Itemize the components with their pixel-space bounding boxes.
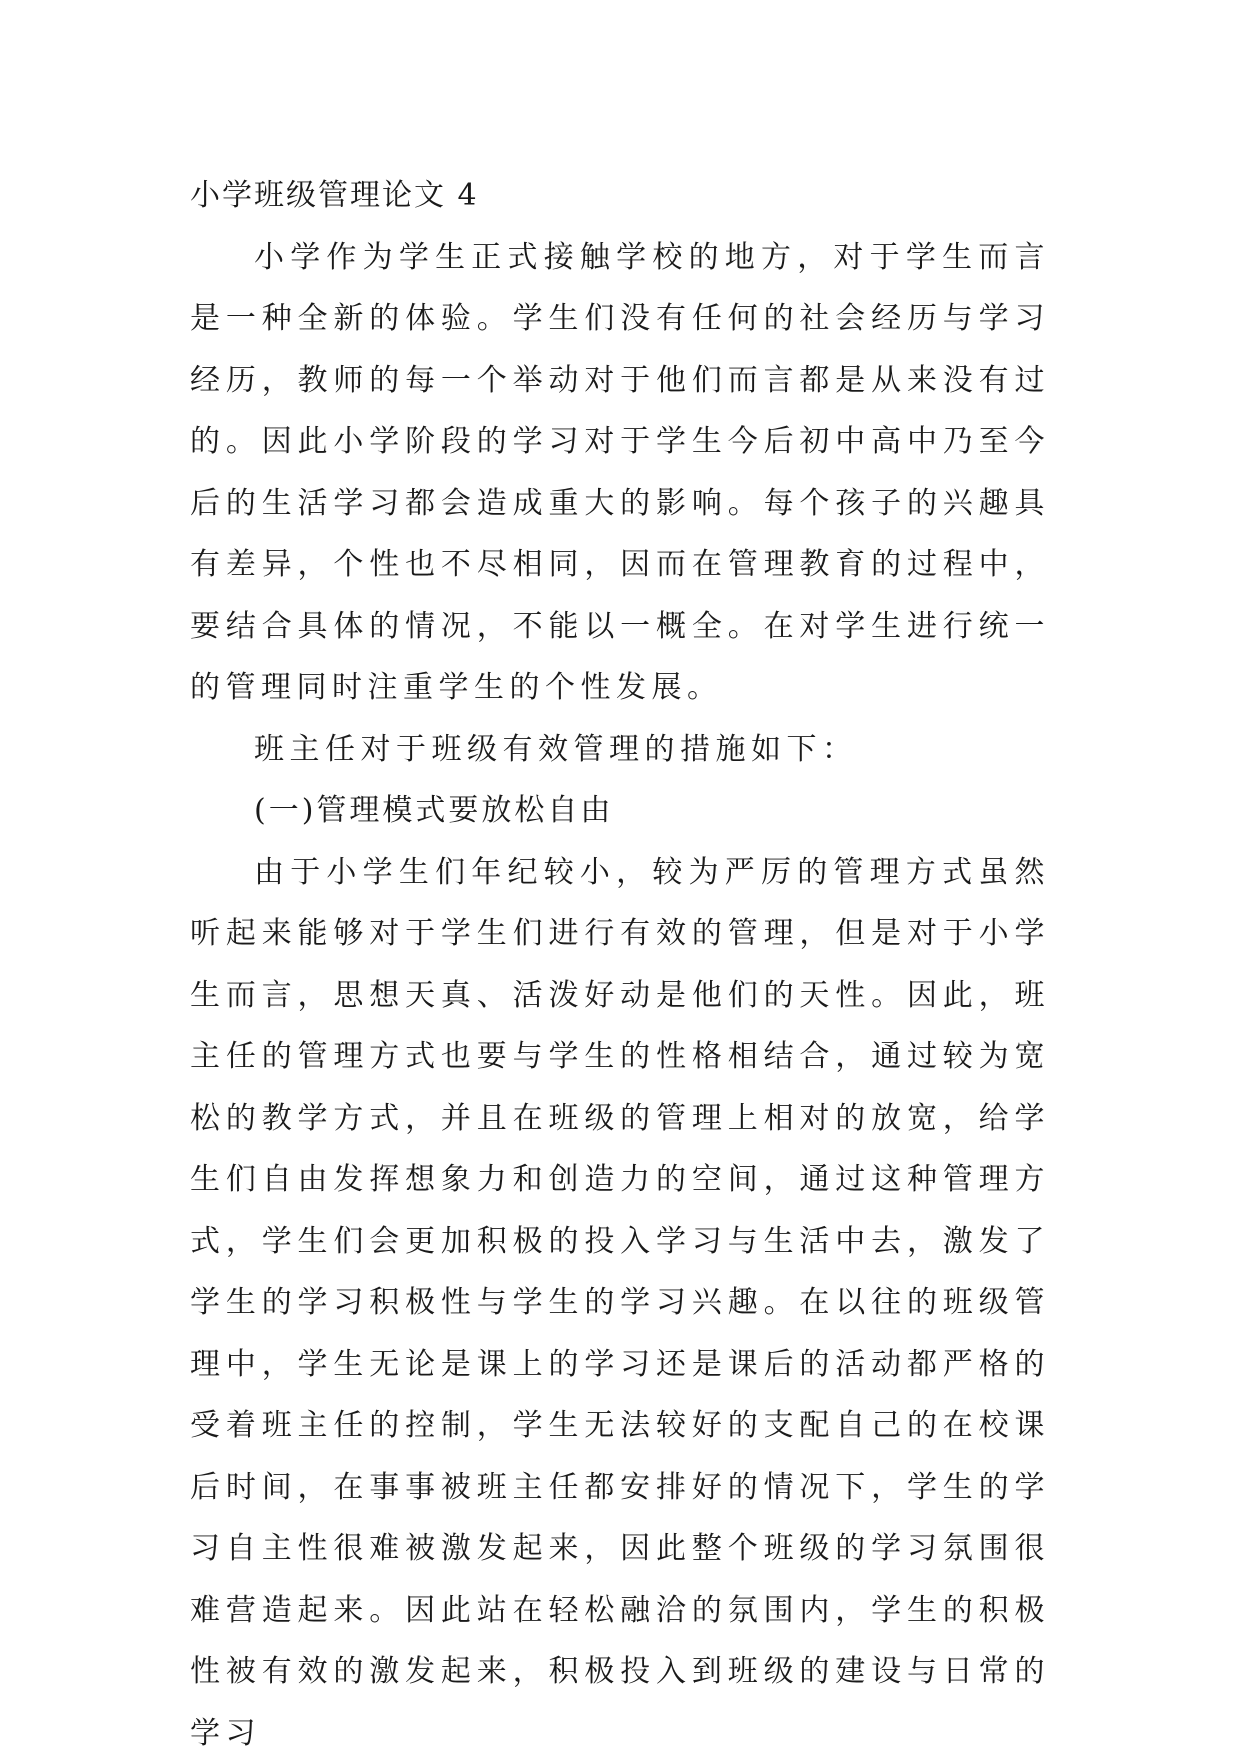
document-title: 小学班级管理论文 4	[190, 165, 1050, 227]
document-body	[190, 165, 1050, 1764]
section-paragraph: 由于小学生们年纪较小，较为严厉的管理方式虽然听起来能够对于学生们进行有效的管理，但是对于小学生而言，思想天真、活泼好动是他们的天性。因此，班主任的管理方式也要与学生的性格相结合，通过较为宽松的教学方式，并且在班级的管理上相对的放宽，给学生们自由发挥想象力和创造力的空间，通过这种管理方式，学生们会更加积极的投入学习与生活中去，激发了学生的学习积极性与学生的学习兴趣。在以往的班级管理中，学生无论是课上的学习还是课后的活动都严格的受着班主任的控制，学生无法较好的支配自己的在校课后时间，在事事被班主任都安排好的情况下，学生的学习自主性很难被激发起来，因此整个班级的学习氛围很难营造起来。因此站在轻松融洽的氛围内，学生的积极性被有效的激发起来，积极投入到班级的建设与日常的学习	[190, 842, 1050, 1764]
intro-paragraph: 小学作为学生正式接触学校的地方，对于学生而言是一种全新的体验。学生们没有任何的社会经历与学习经历，教师的每一个举动对于他们而言都是从来没有过的。因此小学阶段的学习对于学生今后初中高中乃至今后的生活学习都会造成重大的影响。每个孩子的兴趣具有差异，个性也不尽相同，因而在管理教育的过程中，要结合具体的情况，不能以一概全。在对学生进行统一的管理同时注重学生的个性发展。	[190, 227, 1050, 719]
measures-intro-paragraph: 班主任对于班级有效管理的措施如下：	[190, 719, 1050, 781]
section-heading: (一)管理模式要放松自由	[190, 780, 1050, 842]
